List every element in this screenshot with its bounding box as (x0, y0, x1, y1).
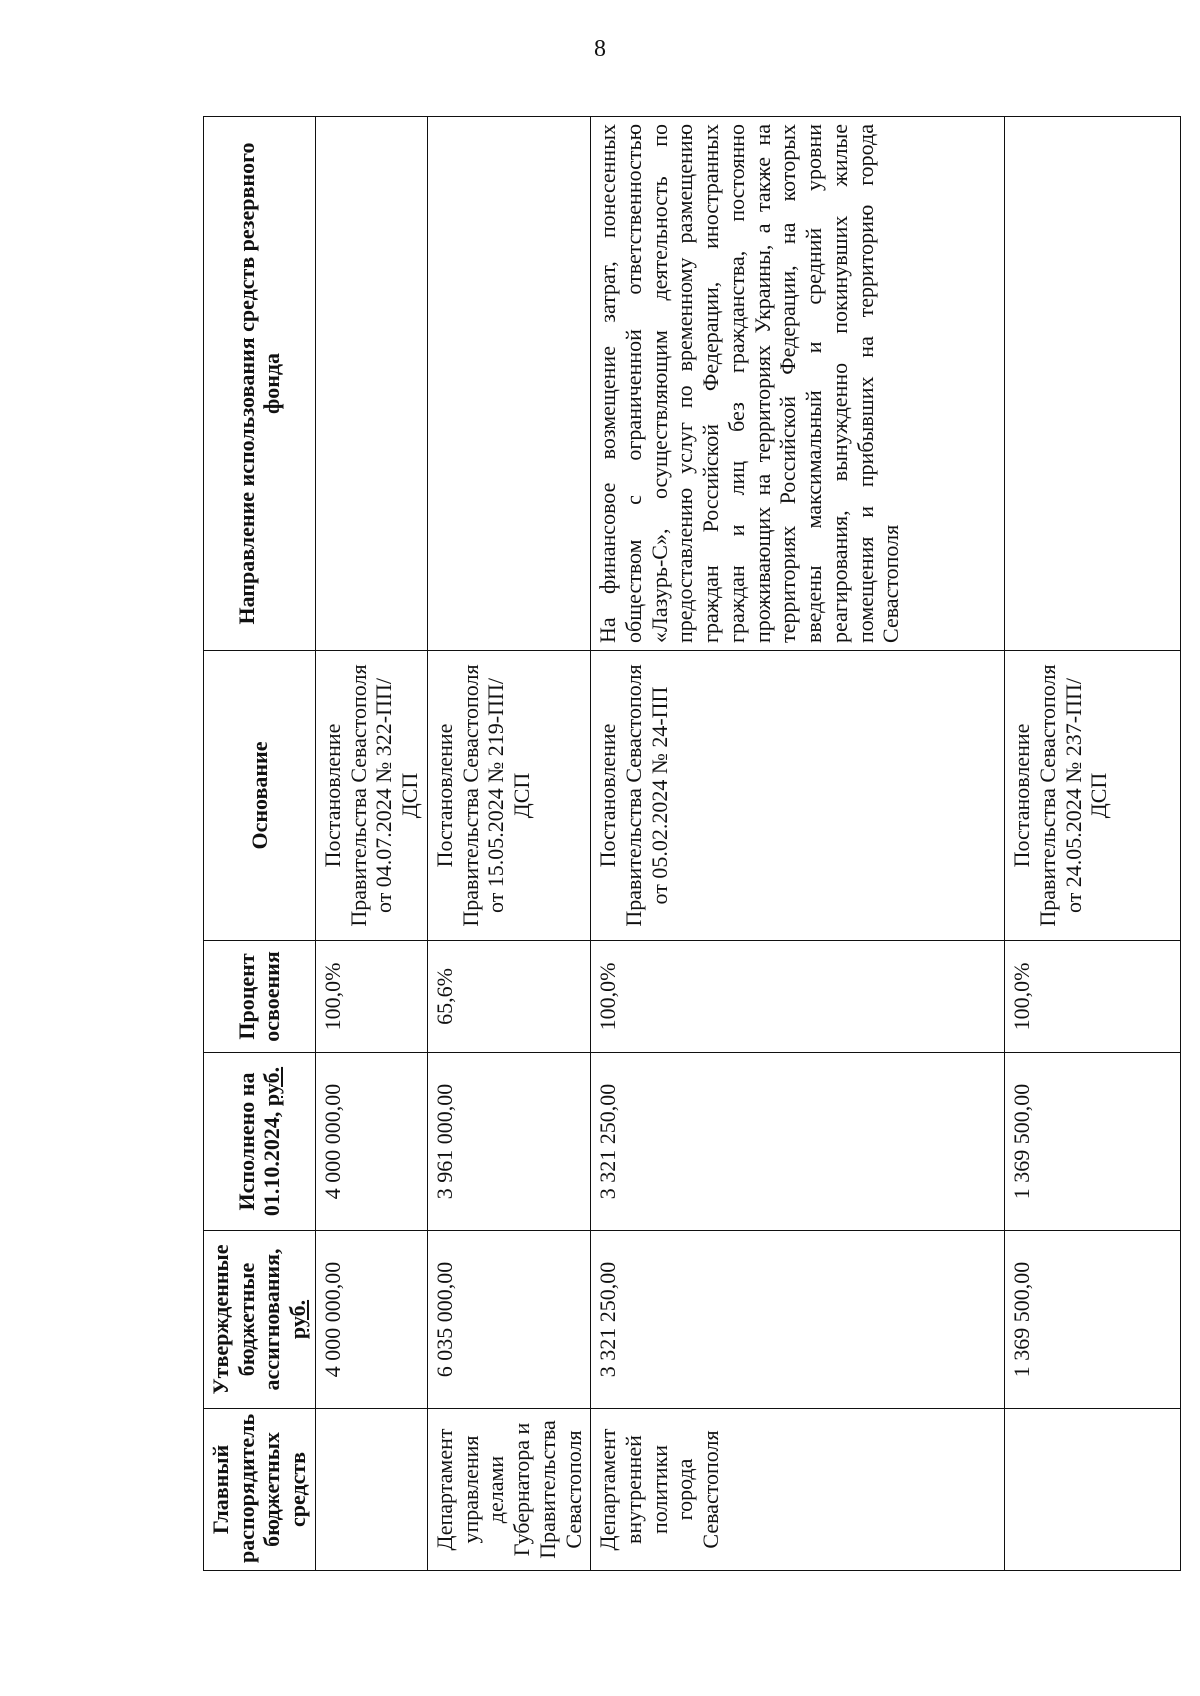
table-row (315, 117, 427, 1571)
cell-executed: 3 321 250,00 (591, 1053, 1005, 1231)
cell-purpose (427, 117, 590, 651)
cell-purpose: На финансовое возмещение затрат, понесенных обществом с ограниченной ответственностью «Лазурь-С», осуществляющим деятельность по предоставлению услуг по временному размещению граждан Российской Федерации, иностранных граждан и лиц без гражданства, постоянно проживающих на территориях Украины, а также на территориях Российской Федерации, на которых введены максимальный и средний уровни реагирования, вынужденно покинувших жилые помещения и прибывших на территорию города Севастополя (591, 117, 1005, 651)
cell-percent: 100,0% (315, 941, 427, 1053)
header-approved-unit: руб. (285, 1299, 311, 1340)
reserve-fund-table-rotated (203, 117, 1145, 1571)
table-row (427, 117, 590, 1571)
table-row (1005, 117, 1181, 1571)
header-recipient: Главный распорядитель бюджетных средств (204, 1409, 316, 1571)
header-basis: Основание (204, 651, 316, 941)
header-approved (204, 1231, 316, 1409)
cell-recipient: Департамент внутренней политики города Севастополя (591, 1409, 1005, 1571)
header-executed-unit: руб. (259, 1066, 285, 1107)
header-executed (204, 1053, 316, 1231)
cell-recipient (315, 1409, 427, 1571)
cell-executed: 3 961 000,00 (427, 1053, 590, 1231)
cell-basis: Постановление Правительства Севастополя от 15.05.2024 № 219-ПП/ДСП (427, 651, 590, 941)
cell-basis: Постановление Правительства Севастополя от 24.05.2024 № 237-ПП/ДСП (1005, 651, 1181, 941)
header-approved-label: Утвержденные бюджетные ассигнования, (208, 1244, 285, 1395)
header-executed-label: Исполнено на 01.10.2024, (233, 1072, 285, 1217)
table-row (591, 117, 1005, 1571)
cell-percent: 100,0% (1005, 941, 1181, 1053)
cell-approved: 1 369 500,00 (1005, 1231, 1181, 1409)
cell-executed: 4 000 000,00 (315, 1053, 427, 1231)
cell-percent: 65,6% (427, 941, 590, 1053)
cell-percent: 100,0% (591, 941, 1005, 1053)
cell-approved: 4 000 000,00 (315, 1231, 427, 1409)
cell-basis: Постановление Правительства Севастополя от 04.07.2024 № 322-ПП/ДСП (315, 651, 427, 941)
cell-approved: 3 321 250,00 (591, 1231, 1005, 1409)
cell-executed: 1 369 500,00 (1005, 1053, 1181, 1231)
table-header-row (204, 117, 316, 1571)
header-percent: Процент освоения (204, 941, 316, 1053)
cell-recipient (1005, 1409, 1181, 1571)
cell-purpose (315, 117, 427, 651)
header-purpose: Направление использования средств резервного фонда (204, 117, 316, 651)
cell-basis: Постановление Правительства Севастополя от 05.02.2024 № 24-ПП (591, 651, 1005, 941)
cell-recipient: Департамент управления делами Губернатора и Правительства Севастополя (427, 1409, 590, 1571)
reserve-fund-table (203, 116, 1181, 1571)
cell-approved: 6 035 000,00 (427, 1231, 590, 1409)
cell-purpose (1005, 117, 1181, 651)
page-number: 8 (594, 36, 606, 62)
